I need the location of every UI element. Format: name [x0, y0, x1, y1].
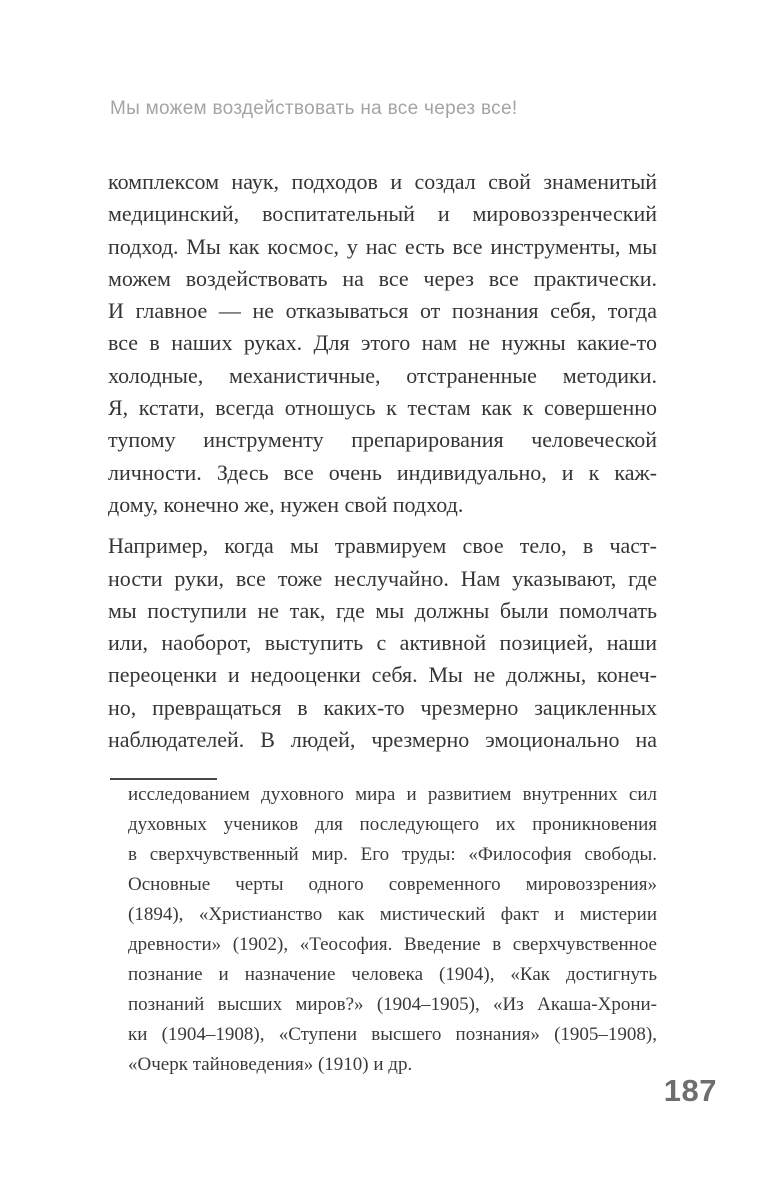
- text-line: наблюдателей. В людей, чрезмерно эмоционально на: [108, 727, 657, 753]
- text-line: (1894), «Христианство как мистический факт и мистерии: [128, 904, 657, 925]
- text-line: древности» (1902), «Теософия. Введение в сверхчувственное: [128, 934, 657, 955]
- page-number: 187: [663, 1073, 717, 1108]
- text-line: исследованием духовного мира и развитием внутренних сил: [128, 784, 657, 805]
- running-header: Мы можем воздействовать на все через все!: [110, 98, 518, 119]
- text-line: подход. Мы как космос, у нас есть все инструменты, мы: [108, 233, 657, 259]
- text-line: познание и назначение человека (1904), «Как достигнуть: [128, 964, 657, 985]
- text-line: духовных учеников для последующего их проникновения: [128, 814, 657, 835]
- text-line: Основные черты одного современного мировоззрения»: [128, 874, 657, 895]
- text-line: Я, кстати, всегда отношусь к тестам как к совершенно: [108, 395, 657, 421]
- text-line: познаний высших миров?» (1904–1905), «Из Акаша-Хрони-: [128, 994, 657, 1015]
- paragraph: [108, 166, 657, 521]
- text-line: Например, когда мы травмируем свое тело, в част-: [108, 533, 657, 559]
- body-text: [108, 166, 657, 756]
- text-line: но, превращаться в каких-то чрезмерно зацикленных: [108, 694, 657, 720]
- text-line: ности руки, все тоже неслучайно. Нам указывают, где: [108, 565, 657, 591]
- text-line: личности. Здесь все очень индивидуально, и к каж-: [108, 459, 657, 485]
- text-line: мы поступили не так, где мы должны были помолчать: [108, 597, 657, 623]
- text-line: медицинский, воспитательный и мировоззренческий: [108, 201, 657, 227]
- text-line: или, наоборот, выступить с активной позицией, наши: [108, 630, 657, 656]
- text-line: И главное — не отказываться от познания себя, тогда: [108, 298, 657, 324]
- text-line: комплексом наук, подходов и создал свой знаменитый: [108, 169, 657, 194]
- text-line: переоценки и недооценки себя. Мы не должны, конеч-: [108, 662, 657, 688]
- text-line: «Очерк тайноведения» (1910) и др.: [128, 1054, 413, 1075]
- text-line: холодные, механистичные, отстраненные методики.: [108, 362, 657, 388]
- text-line: все в наших руках. Для этого нам не нужны какие-то: [108, 330, 657, 356]
- text-line: в сверхчувственный мир. Его труды: «Философия свободы.: [128, 844, 657, 865]
- text-line: дому, конечно же, нужен свой подход.: [108, 491, 464, 517]
- text-line: ки (1904–1908), «Ступени высшего познания» (1905–1908),: [128, 1024, 657, 1045]
- text-line: можем воздействовать на все через все практически.: [108, 265, 657, 291]
- text-line: тупому инструменту препарирования человеческой: [108, 427, 657, 453]
- paragraph: [108, 530, 657, 756]
- footnote: [128, 780, 657, 1080]
